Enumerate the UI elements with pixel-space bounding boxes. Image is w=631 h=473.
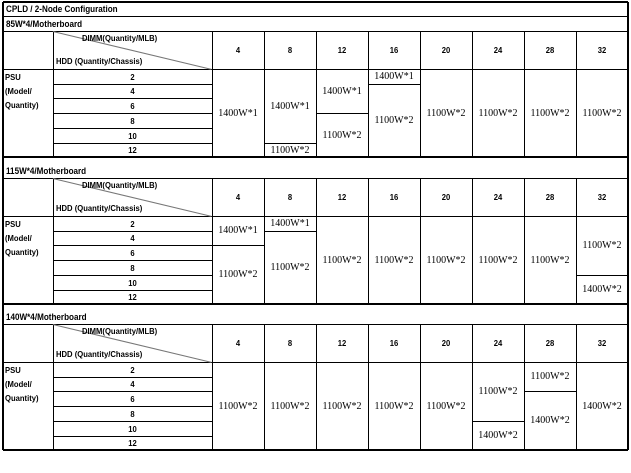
- column-border: [53, 324, 54, 450]
- psu-cell: 1400W*1: [322, 85, 362, 97]
- psu-cell: 1100W*2: [426, 254, 466, 266]
- dimm-header-label: DIMM(Quantity/MLB): [82, 33, 158, 43]
- psu-cell: 1100W*2: [426, 400, 466, 412]
- psu-label: PSU (Model/ Quantity): [5, 365, 39, 403]
- hdd-value: 8: [130, 115, 135, 126]
- psu-cell: 1100W*2: [478, 254, 518, 266]
- dimm-value: 28: [545, 45, 555, 55]
- psu-cell: 1100W*2: [426, 107, 466, 119]
- column-border: [53, 31, 54, 157]
- dimm-value: 28: [545, 338, 555, 348]
- dimm-value: 4: [235, 338, 241, 348]
- dimm-value: 24: [493, 338, 503, 348]
- hdd-value: 4: [130, 233, 135, 243]
- section-title: 85W*4/Motherboard: [6, 19, 83, 29]
- dimm-value: 28: [545, 192, 555, 202]
- psu-cell: 1100W*2: [218, 400, 258, 412]
- hdd-value: 2: [130, 364, 135, 375]
- psu-cell: 1100W*2: [374, 254, 414, 266]
- hdd-header-label: HDD (Quantity/Chassis): [56, 56, 143, 66]
- dimm-value: 8: [287, 338, 293, 348]
- hdd-value: 4: [130, 379, 135, 389]
- psu-cell: 1400W*1: [270, 100, 310, 112]
- dimm-value: 4: [235, 45, 241, 55]
- dimm-value: 32: [597, 45, 607, 55]
- column-border: [53, 178, 54, 304]
- dimm-value: 8: [287, 192, 293, 202]
- hdd-value: 4: [130, 86, 135, 96]
- section-title: 115W*4/Motherboard: [6, 166, 87, 176]
- dimm-value: 20: [441, 192, 451, 202]
- psu-cell: 1400W*1: [218, 225, 258, 236]
- page-title: CPLD / 2-Node Configuration: [6, 3, 118, 14]
- dimm-value: 12: [337, 338, 347, 348]
- dimm-value: 8: [287, 45, 293, 55]
- dimm-value: 16: [389, 338, 399, 348]
- dimm-value: 20: [441, 338, 451, 348]
- dimm-value: 24: [493, 45, 503, 55]
- psu-cell: 1400W*1: [374, 71, 414, 82]
- dimm-value: 20: [441, 45, 451, 55]
- psu-cell: 1100W*2: [270, 262, 310, 273]
- hdd-value: 2: [130, 71, 135, 82]
- psu-cell: 1400W*1: [218, 107, 258, 119]
- psu-cell: 1100W*2: [322, 129, 362, 141]
- hdd-header-label: HDD (Quantity/Chassis): [56, 349, 143, 359]
- dimm-value: 24: [493, 192, 503, 202]
- hdd-value: 12: [128, 292, 137, 302]
- section-title: 140W*4/Motherboard: [6, 312, 87, 322]
- dimm-value: 4: [235, 192, 241, 202]
- hdd-value: 12: [128, 145, 137, 155]
- psu-label: PSU (Model/ Quantity): [5, 219, 39, 257]
- dimm-header-label: DIMM(Quantity/MLB): [82, 326, 158, 336]
- psu-cell: 1100W*2: [530, 254, 570, 266]
- dimm-value: 16: [389, 192, 399, 202]
- hdd-value: 10: [128, 277, 137, 288]
- hdd-value: 6: [130, 100, 135, 111]
- psu-cell: 1100W*2: [530, 371, 570, 382]
- psu-cell: 1100W*2: [322, 254, 362, 266]
- hdd-value: 10: [128, 423, 137, 434]
- psu-cell: 1400W*2: [478, 430, 518, 441]
- psu-cell: 1100W*2: [270, 144, 310, 156]
- psu-cell: 1100W*2: [582, 107, 622, 119]
- dimm-value: 12: [337, 192, 347, 202]
- dimm-header-label: DIMM(Quantity/MLB): [82, 180, 158, 190]
- psu-cell: 1100W*2: [374, 115, 414, 126]
- psu-cell: 1100W*2: [218, 269, 258, 280]
- psu-cell: 1100W*2: [478, 386, 518, 397]
- psu-cell: 1400W*2: [582, 400, 622, 412]
- hdd-value: 8: [130, 262, 135, 273]
- dimm-value: 12: [337, 45, 347, 55]
- dimm-value: 32: [597, 338, 607, 348]
- psu-cell: 1100W*2: [478, 107, 518, 119]
- hdd-value: 10: [128, 130, 137, 141]
- hdd-value: 6: [130, 247, 135, 258]
- psu-cell: 1400W*2: [582, 284, 622, 295]
- psu-cell: 1100W*2: [582, 240, 622, 251]
- dimm-value: 32: [597, 192, 607, 202]
- dimm-value: 16: [389, 45, 399, 55]
- psu-label: PSU (Model/ Quantity): [5, 72, 39, 110]
- hdd-value: 12: [128, 438, 137, 448]
- psu-cell: 1400W*1: [270, 218, 310, 229]
- psu-cell: 1100W*2: [270, 400, 310, 412]
- psu-cell: 1100W*2: [374, 400, 414, 412]
- psu-cell: 1400W*2: [530, 415, 570, 426]
- hdd-value: 8: [130, 408, 135, 419]
- hdd-value: 2: [130, 218, 135, 229]
- psu-cell: 1100W*2: [530, 107, 570, 119]
- psu-cell: 1100W*2: [322, 400, 362, 412]
- hdd-header-label: HDD (Quantity/Chassis): [56, 203, 143, 213]
- hdd-value: 6: [130, 393, 135, 404]
- table-outer-border: [2, 2, 4, 450]
